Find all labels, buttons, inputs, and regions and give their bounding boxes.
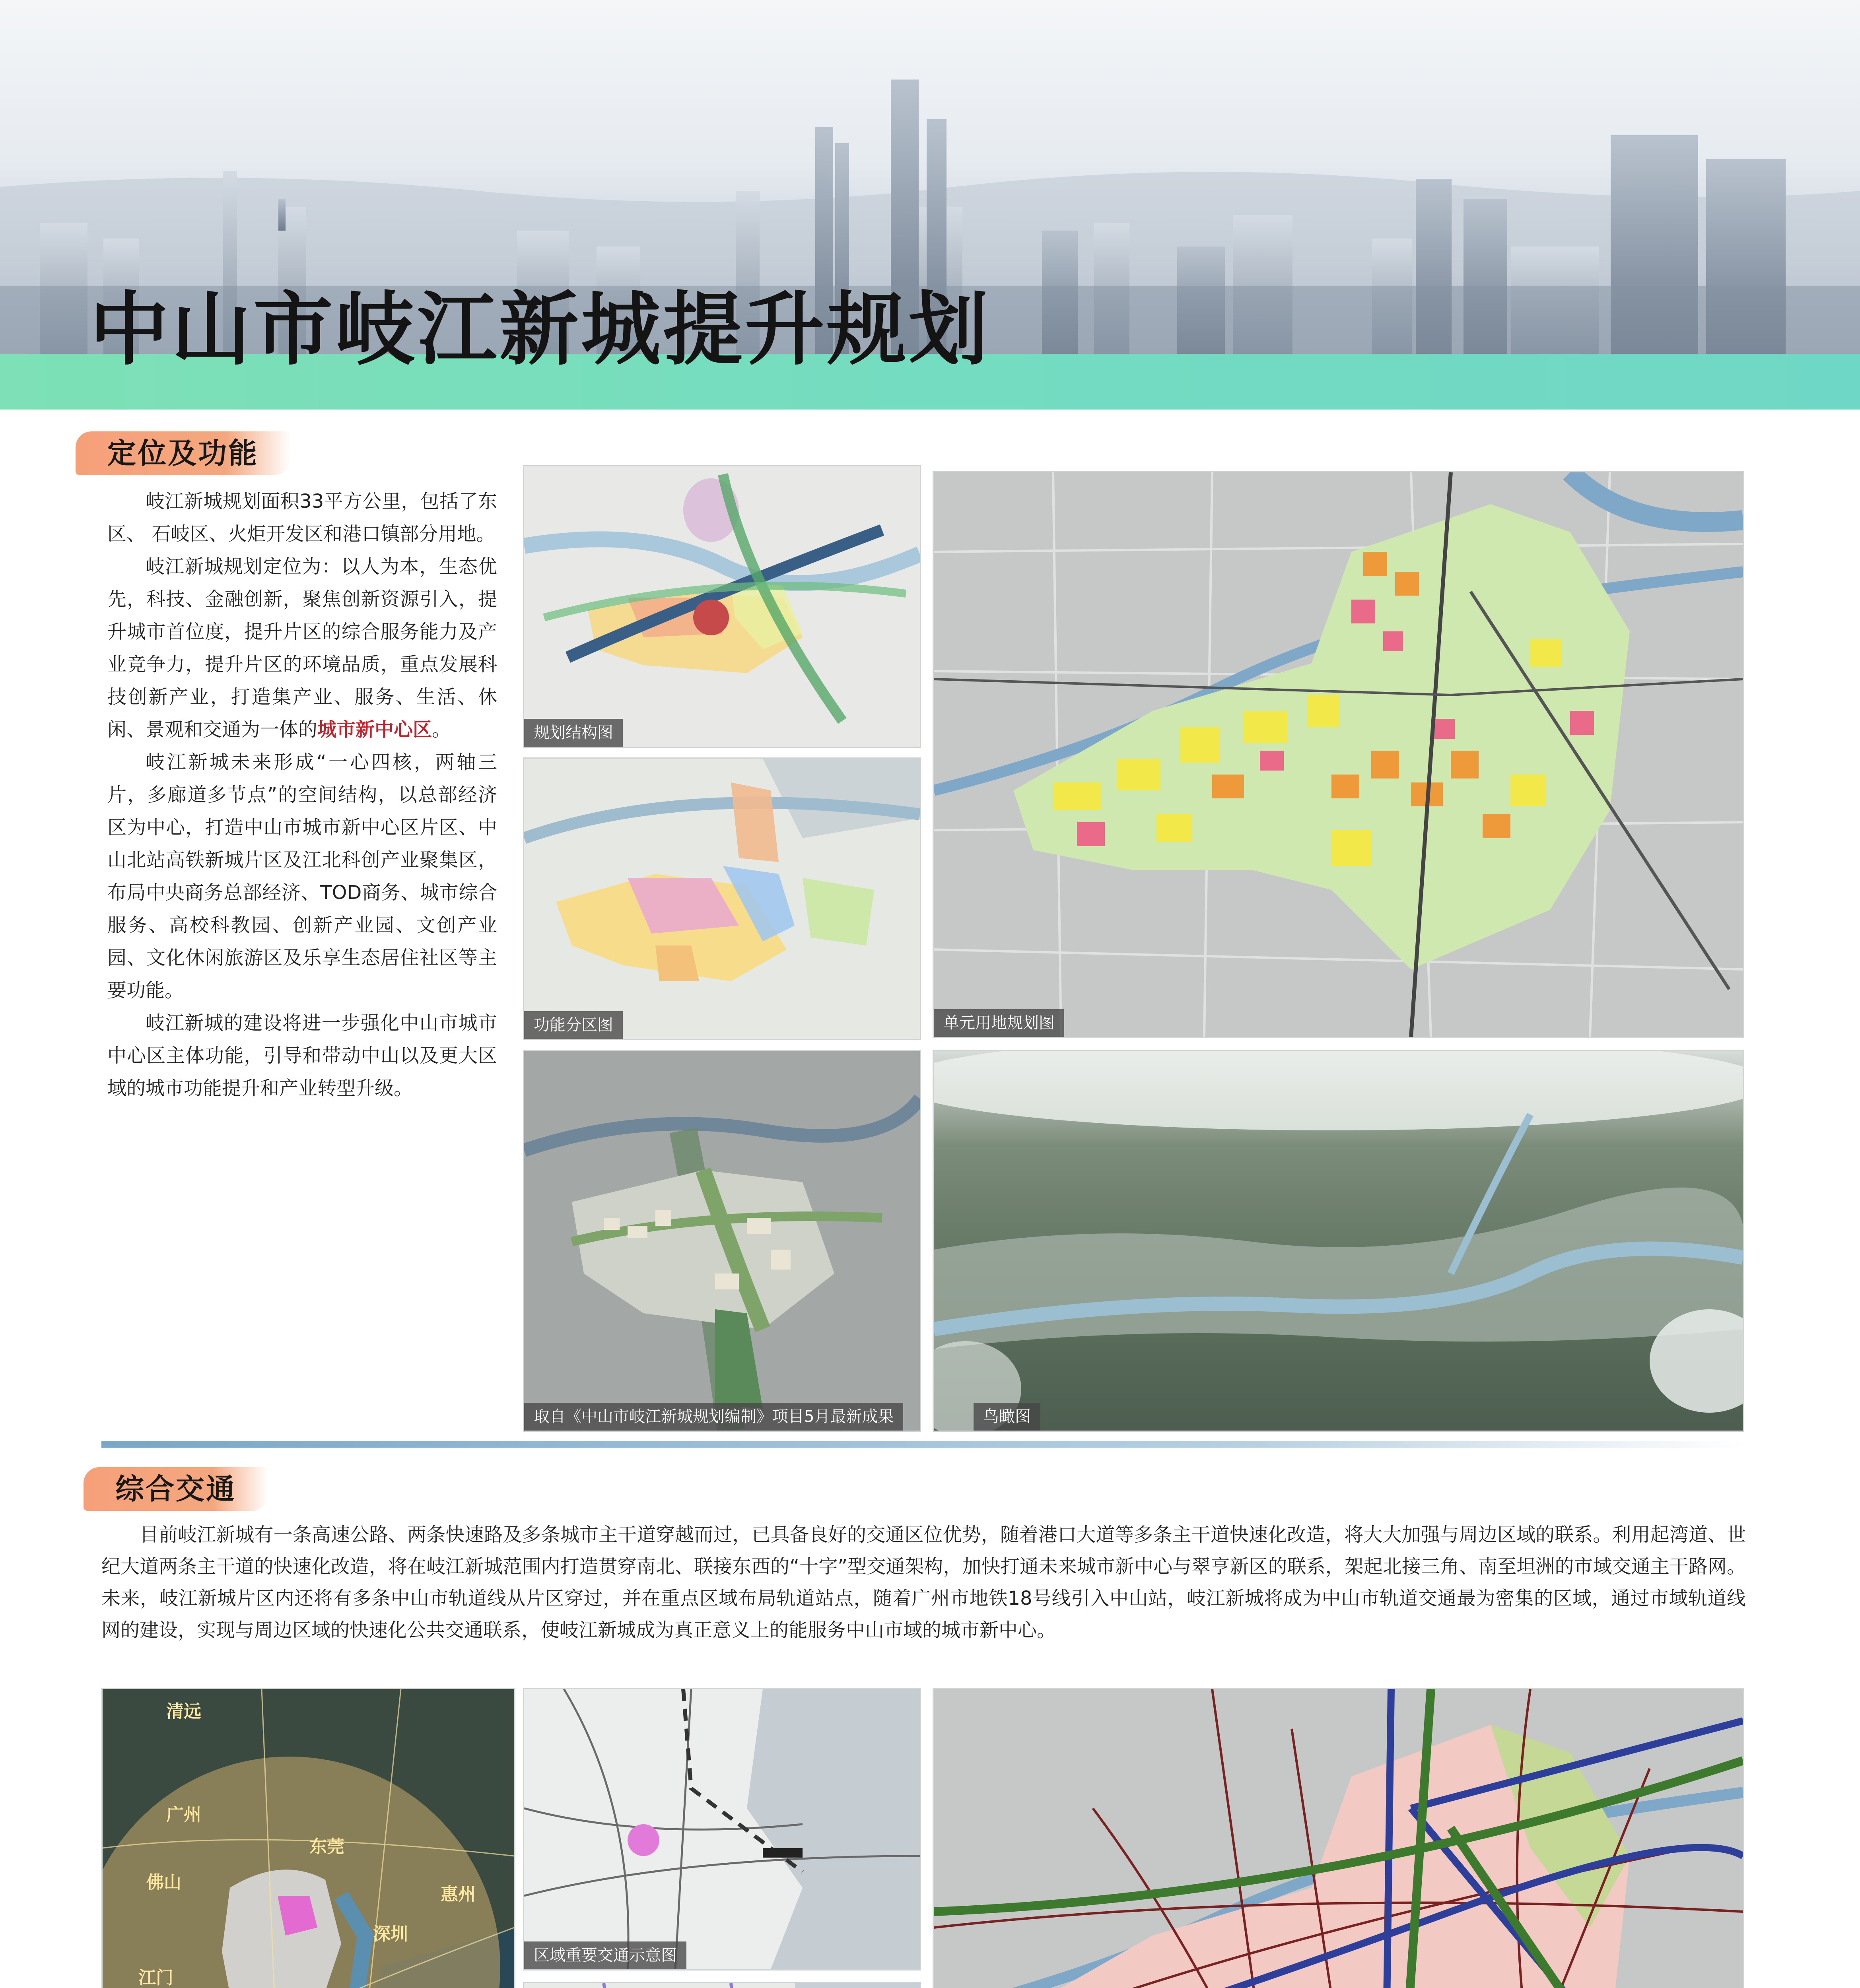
caption-regional: 区域重要交通示意图: [524, 1941, 686, 1969]
function-zone-map: [523, 757, 921, 1040]
section-tag-label: 综合交通: [115, 1472, 237, 1506]
regional-traffic-map: [523, 1688, 921, 1971]
section-tag-label: 定位及功能: [107, 437, 259, 470]
section-tag-traffic: [84, 1467, 268, 1511]
city-label: 佛山: [146, 1872, 181, 1893]
traffic-text: 目前岐江新城有一条高速公路、两条快速路及多条城市主干道穿越而过，已具备良好的交通区位优势，随着港口大道等多条主干道快速化改造，将大大加强与周边区域的联系。利用起湾道、世纪大道两条主干道的快速化改造，将在岐江新城范围内打造贯穿南北、联接东西的“十字”型交通架构，加快打通未来城市新中心与翠亨新区的联系，架起北接三角、南至坦洲的市域交通主干路网。未来，岐江新城片区内还将有多条中山市轨道线从片区穿过，并在重点区域布局轨道站点，随着广州市地铁18号线引入中山站，岐江新城将成为中山市轨道交通最为密集的区域，通过市域轨道线网的建设，实现与周边区域的快速化公共交通联系，使岐江新城成为真正意义上的能服务中山市域的城市新中心。: [101, 1524, 1746, 1641]
masterplan-render: [523, 1050, 921, 1432]
road-traffic-system-map: [933, 1688, 1744, 1988]
page-title: 中山市岐江新城提升规划: [89, 283, 991, 376]
paragraph: 岐江新城规划定位为：以人为本，生态优先，科技、金融创新，聚焦创新资源引入，提升城市首位度，提升片区的综合服务能力及产业竞争力，提升片区的环境品质，重点发展科技创新产业，打造集产业、服务、生活、休闲、景观和交通为一体的城市新中心区。: [107, 555, 497, 741]
section-tag-positioning: [76, 431, 290, 475]
city-label: 江门: [138, 1968, 173, 1988]
positioning-text: [107, 485, 497, 1105]
caption-function: 功能分区图: [524, 1011, 623, 1039]
city-label: 清远: [166, 1701, 201, 1722]
city-label: 东莞: [309, 1837, 344, 1857]
cuiheng-traffic-map: [523, 1982, 921, 1988]
paragraph: 岐江新城规划面积33平方公里，包括了东区、 石岐区、火炬开发区和港口镇部分用地。: [107, 490, 497, 545]
planning-structure-map: [523, 465, 921, 748]
highlight-text: 城市新中心区: [317, 718, 432, 741]
caption-source: 取自《中山市岐江新城规划编制》项目5月最新成果: [524, 1403, 903, 1431]
aerial-view-render: [933, 1050, 1744, 1432]
paragraph: 岐江新城的建设将进一步强化中山市城市中心区主体功能，引导和带动中山以及更大区域的城市功能提升和产业转型升级。: [107, 1012, 497, 1099]
unit-landuse-map: [933, 471, 1744, 1038]
caption-structure: 规划结构图: [524, 719, 623, 747]
section-divider: [101, 1441, 1746, 1448]
caption-aerial: 鸟瞰图: [974, 1403, 1040, 1431]
city-label: 深圳: [373, 1924, 408, 1944]
bay-area-location-map: [101, 1688, 515, 1988]
city-label: 广州: [166, 1805, 201, 1825]
paragraph: 岐江新城未来形成“一心四核，两轴三片，多廊道多节点”的空间结构，以总部经济区为中心，打造中山市城市新中心区片区、中山北站高铁新城片区及江北科创产业聚集区，布局中央商务总部经济、TOD商务、城市综合服务、高校科教园、创新产业园、文创产业园、文化休闲旅游区及乐享生态居住社区等主要功能。: [107, 751, 497, 1002]
caption-landuse: 单元用地规划图: [934, 1009, 1064, 1037]
city-label: 惠州: [441, 1884, 476, 1905]
